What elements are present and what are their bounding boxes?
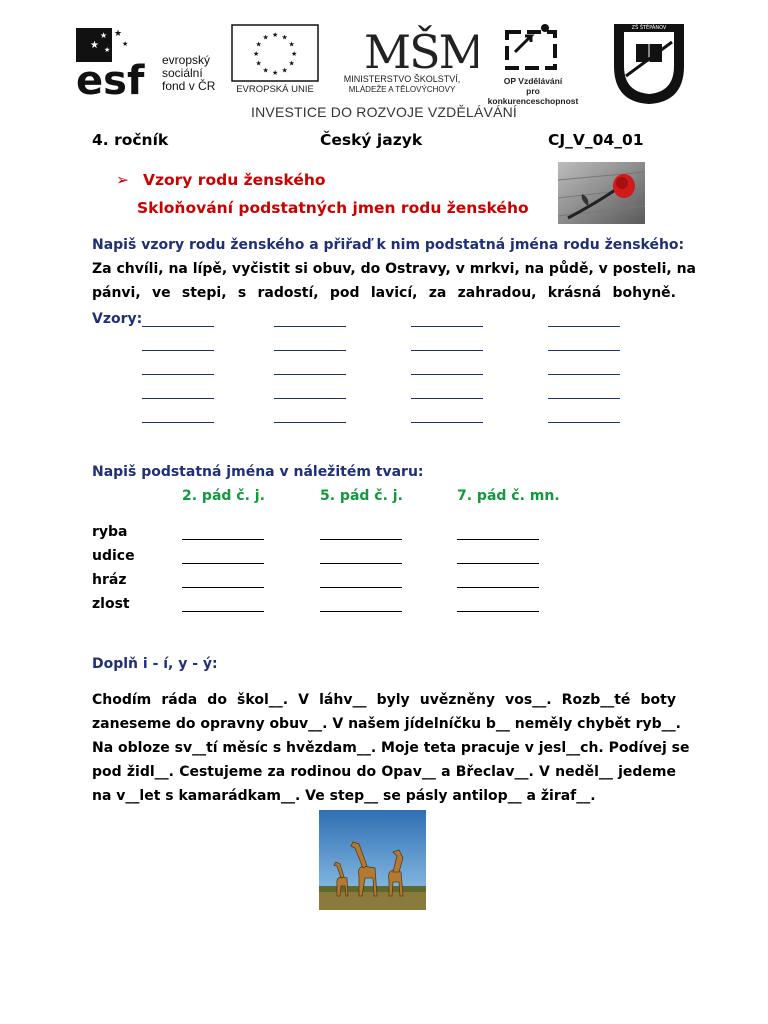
answer-blank[interactable] xyxy=(457,549,539,564)
eu-logo xyxy=(231,24,319,96)
answer-blank[interactable] xyxy=(182,573,264,588)
title-line-1: Vzory rodu ženského xyxy=(143,171,326,189)
eu-flag-icon xyxy=(231,24,319,82)
msmt-caption-1: MINISTERSTVO ŠKOLSTVÍ, xyxy=(343,74,461,84)
op-caption-1: OP Vzdělávání xyxy=(503,76,563,86)
school-shield-icon xyxy=(612,22,686,106)
answer-blank[interactable] xyxy=(457,597,539,612)
esf-logo xyxy=(76,22,226,96)
eu-star-icon: ★ xyxy=(272,31,279,39)
vzory-blank[interactable] xyxy=(411,384,483,399)
task1-instruction: Napiš vzory rodu ženského a přiřaď k nim podstatná jména rodu ženského: xyxy=(92,237,685,253)
answer-blank[interactable] xyxy=(457,573,539,588)
column-header-2-pad: 2. pád č. j. xyxy=(182,488,265,504)
vzory-blank[interactable] xyxy=(548,408,620,423)
subject-label: Český jazyk xyxy=(320,131,423,149)
svg-text:esf: esf xyxy=(76,58,145,96)
op-caption-2: pro konkurenceschopnost xyxy=(487,86,579,106)
vzory-blank[interactable] xyxy=(274,408,346,423)
vzory-blank[interactable] xyxy=(274,336,346,351)
task3-line-3: Na obloze sv__tí měsíc s hvězdam__. Moje teta pracuje v jesl__ch. Podívej se xyxy=(92,740,690,756)
vzory-blank[interactable] xyxy=(274,360,346,375)
school-logo xyxy=(612,22,686,106)
eu-star-icon: ★ xyxy=(262,33,269,42)
answer-blank[interactable] xyxy=(182,597,264,612)
task3-line-4: pod židl__. Cestujeme za rodinou do Opav__ a Břeclav__. V neděl__ jedeme xyxy=(92,764,676,780)
eu-star-icon: ★ xyxy=(281,66,288,75)
eu-star-icon: ★ xyxy=(255,59,262,68)
vzory-blank[interactable] xyxy=(142,408,214,423)
column-header-7-pad: 7. pád č. mn. xyxy=(457,488,560,504)
word-label: hráz xyxy=(92,572,127,588)
esf-mark-icon xyxy=(76,22,158,96)
esf-line-1: evropský xyxy=(162,53,211,67)
op-mark-icon xyxy=(485,22,581,76)
eu-star-icon: ★ xyxy=(288,40,295,49)
answer-blank[interactable] xyxy=(182,525,264,540)
answer-blank[interactable] xyxy=(320,573,402,588)
task1-text-line-2: pánvi, ve stepi, s radostí, pod lavicí, za zahradou, krásná bohyně. xyxy=(92,285,676,301)
vzory-blank[interactable] xyxy=(548,384,620,399)
msmt-logo xyxy=(326,24,478,96)
vzory-blank[interactable] xyxy=(274,312,346,327)
vzory-blank[interactable] xyxy=(411,336,483,351)
vzory-blank[interactable] xyxy=(548,336,620,351)
vzory-blank[interactable] xyxy=(411,360,483,375)
eu-star-icon: ★ xyxy=(281,33,288,42)
word-label: zlost xyxy=(92,596,130,612)
task3-line-5: na v__let s kamarádkam__. Ve step__ se pásly antilop__ a žiraf__. xyxy=(92,788,596,804)
column-header-5-pad: 5. pád č. j. xyxy=(320,488,403,504)
vzory-blank[interactable] xyxy=(411,408,483,423)
svg-text:★: ★ xyxy=(122,40,129,48)
svg-text:★: ★ xyxy=(100,31,108,40)
svg-text:★: ★ xyxy=(90,40,99,51)
rose-picture xyxy=(558,162,645,224)
vzory-blank[interactable] xyxy=(274,384,346,399)
giraffe-icon xyxy=(319,810,426,910)
eu-star-icon: ★ xyxy=(253,50,260,58)
answer-blank[interactable] xyxy=(320,525,402,540)
eu-star-icon: ★ xyxy=(262,66,269,75)
rose-icon xyxy=(558,162,645,224)
op-logo xyxy=(485,22,581,106)
vzory-blank[interactable] xyxy=(548,312,620,327)
eu-star-icon: ★ xyxy=(291,50,298,58)
answer-blank[interactable] xyxy=(182,549,264,564)
msmt-mark-icon xyxy=(326,24,478,72)
task3-instruction: Doplň i - í, y - ý: xyxy=(92,656,218,672)
eu-star-icon: ★ xyxy=(288,59,295,68)
banner-text: INVESTICE DO ROZVOJE VZDĚLÁVÁNÍ xyxy=(251,104,518,120)
answer-blank[interactable] xyxy=(457,525,539,540)
task1-text-line-1: Za chvíli, na lípě, vyčistit si obuv, do Ostravy, v mrkvi, na půdě, v posteli, na xyxy=(92,261,696,277)
svg-text:★: ★ xyxy=(114,29,123,39)
task3-line-1: Chodím ráda do škol__. V láhv__ byly uvězněny vos__. Rozb__té boty xyxy=(92,692,676,708)
code-label: CJ_V_04_01 xyxy=(548,131,644,149)
title-bullet: ➢ xyxy=(116,171,129,189)
vzory-blank[interactable] xyxy=(142,312,214,327)
vzory-label: Vzory: xyxy=(92,311,143,327)
esf-line-2: sociální xyxy=(162,66,203,80)
esf-line-3: fond v ČR xyxy=(162,79,216,93)
giraffe-picture xyxy=(319,810,426,910)
vzory-blank[interactable] xyxy=(142,360,214,375)
vzory-blank[interactable] xyxy=(142,336,214,351)
eu-star-icon: ★ xyxy=(272,69,279,77)
vzory-blank[interactable] xyxy=(142,384,214,399)
title-line-2: Skloňování podstatných jmen rodu ženského xyxy=(137,199,529,217)
word-label: ryba xyxy=(92,524,128,540)
eu-caption: EVROPSKÁ UNIE xyxy=(236,84,314,95)
task2-instruction: Napiš podstatná jména v náležitém tvaru: xyxy=(92,464,424,480)
svg-text:MŠMT: MŠM xyxy=(364,25,478,72)
word-label: udice xyxy=(92,548,135,564)
task3-line-2: zaneseme do opravny obuv__. V našem jídelníčku b__ neměly chybět ryb__. xyxy=(92,716,681,732)
vzory-blank[interactable] xyxy=(411,312,483,327)
answer-blank[interactable] xyxy=(320,549,402,564)
eu-star-icon: ★ xyxy=(255,40,262,49)
school-badge-text: ZŠ ŠTĚPÁNOV xyxy=(631,25,667,31)
svg-text:★: ★ xyxy=(104,46,111,54)
msmt-caption-2: MLÁDEŽE A TĚLOVÝCHOVY xyxy=(348,85,456,94)
grade-label: 4. ročník xyxy=(92,131,169,149)
vzory-blank[interactable] xyxy=(548,360,620,375)
answer-blank[interactable] xyxy=(320,597,402,612)
